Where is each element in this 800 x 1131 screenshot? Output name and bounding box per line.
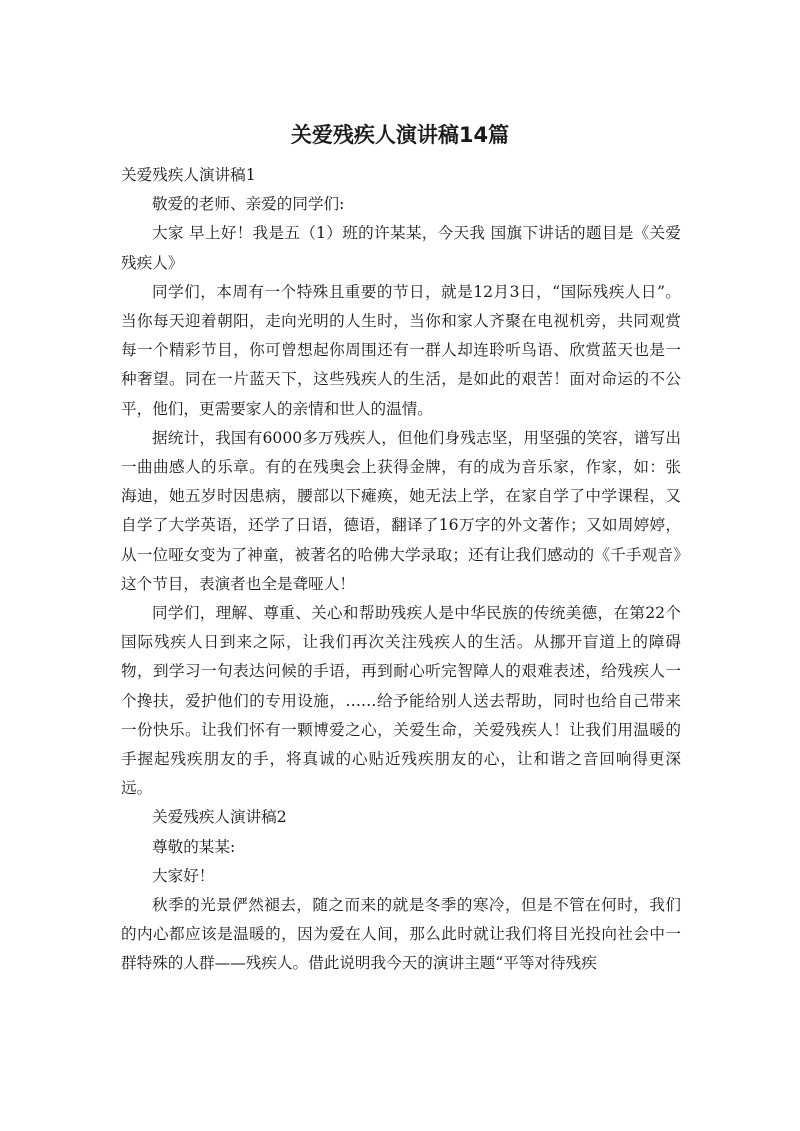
document-body [121,161,681,979]
section-heading-2: 关爱残疾人演讲稿2 [152,808,287,827]
body-paragraph: 秋季的光景俨然褪去，随之而来的就是冬季的寒冷，但是不管在何时，我们的内心都应该是温暖的，因为爱在人间，那么此时就让我们将目光投向社会中一群特殊的人群——残疾人。借此说明我今天的演讲主题“平等对待残疾 [121,896,681,973]
section-heading-1: 关爱残疾人演讲稿1 [121,166,256,184]
body-paragraph: 同学们，理解、尊重、关心和帮助残疾人是中华民族的传统美德，在第22个国际残疾人日到来之际，让我们再次关注残疾人的生活。从挪开盲道上的障碍物，到学习一句表达问候的手语，再到耐心听完智障人的艰难表述，给残疾人一个搀扶，爱护他们的专用设施，……给予能给别人送去帮助，同时也给自己带来一份快乐。让我们怀有一颗博爱之心，关爱生命，关爱残疾人！让我们用温暖的手握起残疾朋友的手，将真诚的心贴近残疾朋友的心，让和谐之音回响得更深远。 [121,604,681,798]
document-title: 关爱残疾人演讲稿14篇 [290,123,510,147]
greeting: 大家好！ [152,866,215,885]
body-paragraph: 大家 早上好！我是五（1）班的许某某，今天我 国旗下讲话的题目是《关爱残疾人》 [121,224,681,272]
salutation: 敬爱的老师、亲爱的同学们: [152,195,345,214]
salutation: 尊敬的某某: [152,837,236,856]
body-paragraph: 据统计，我国有6000多万残疾人，但他们身残志坚，用坚强的笑容，谱写出一曲曲感人的乐章。有的在残奥会上获得金牌，有的成为音乐家，作家，如：张海迪，她五岁时因患病，腰部以下瘫痪，她无法上学，在家自学了中学课程，又自学了大学英语，还学了日语，德语，翻译了16万字的外文著作；又如周婷婷，从一位哑女变为了神童，被著名的哈佛大学录取；还有让我们感动的《千手观音》这个节目，表演者也全是聋哑人！ [121,428,681,593]
body-paragraph: 同学们，本周有一个特殊且重要的节日，就是12月3日，“国际残疾人日”。当你每天迎着朝阳，走向光明的人生时，当你和家人齐聚在电视机旁，共同观赏每一个精彩节目，你可曾想起你周围还有一群人却连聆听鸟语、欣赏蓝天也是一种奢望。同在一片蓝天下，这些残疾人的生活，是如此的艰苦！面对命运的不公平，他们，更需要家人的亲情和世人的温情。 [121,282,681,418]
